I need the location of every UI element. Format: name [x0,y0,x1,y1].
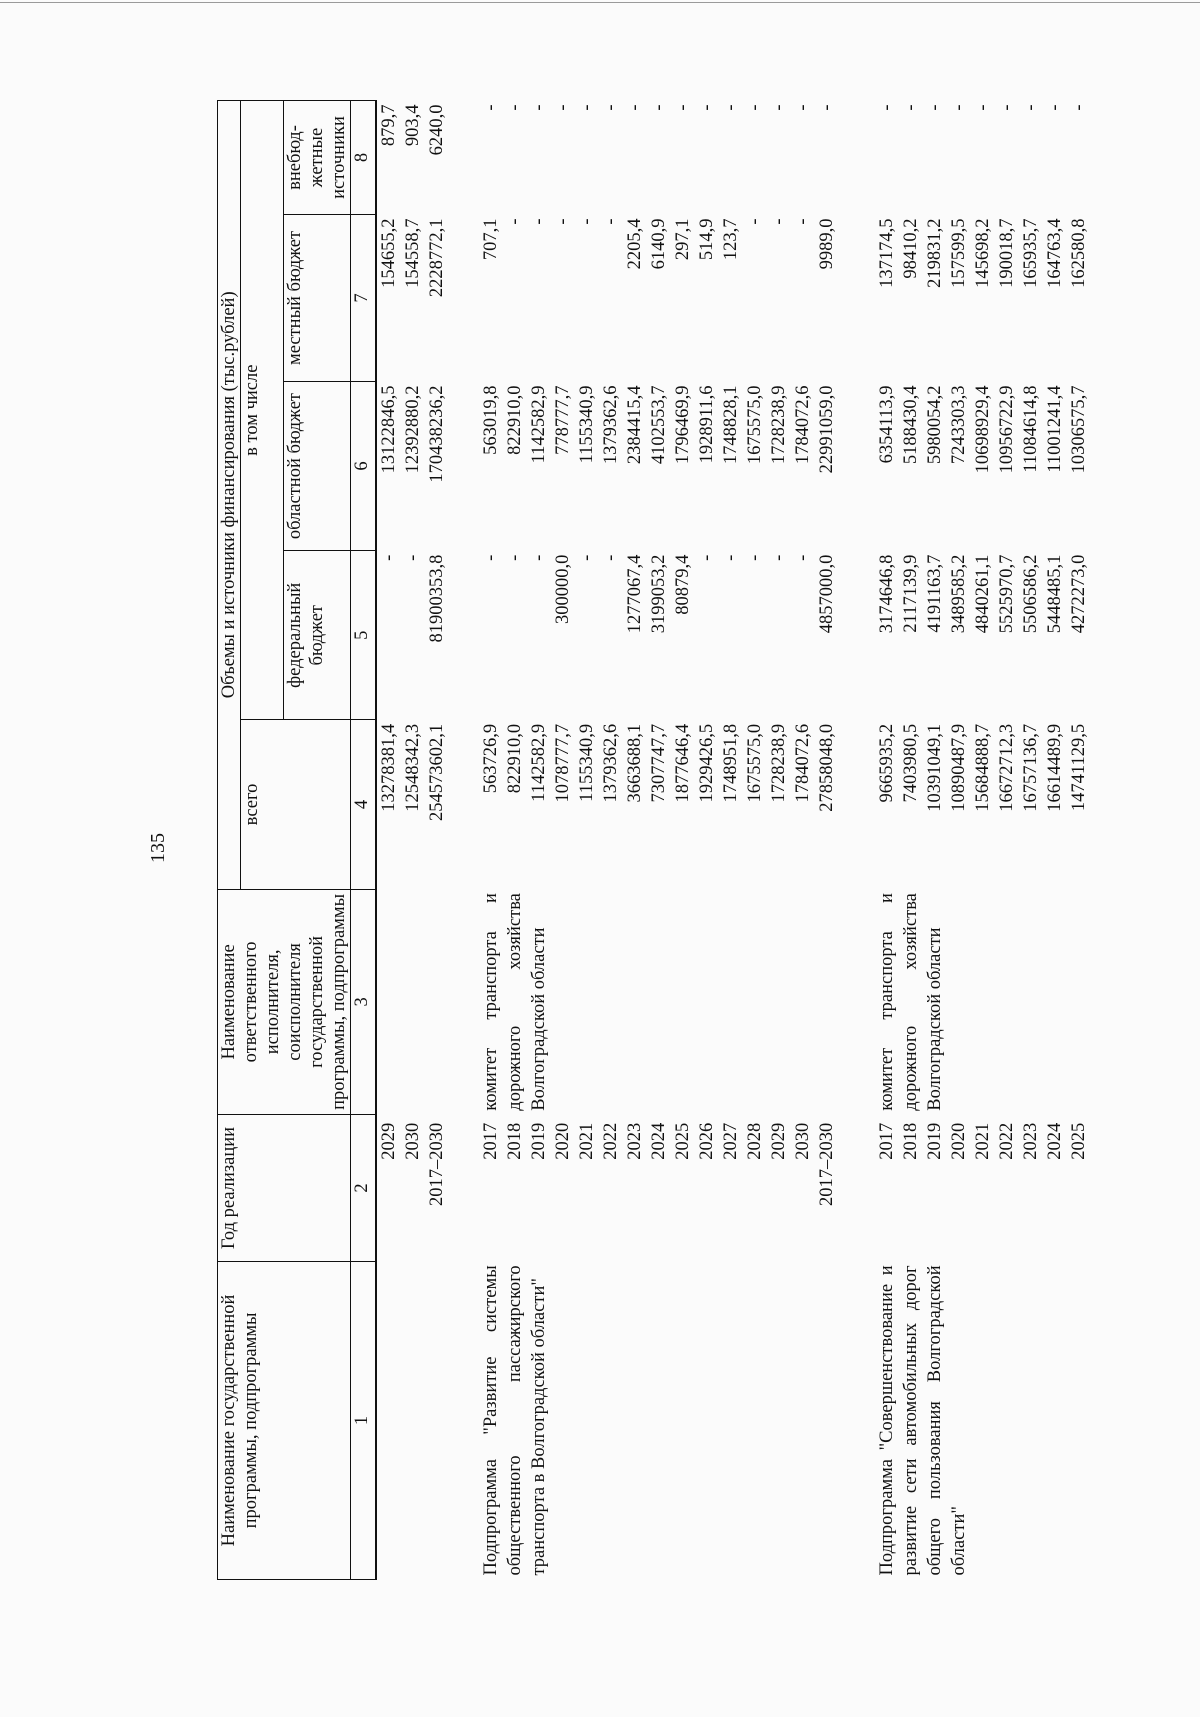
column-number: 1 [351,1261,377,1579]
extra-cell: 879,7 903,4 6240,0 [379,104,447,156]
column-number: 2 [351,1115,377,1262]
table-row-subprogram-roads [875,101,1091,1580]
header-including: в том числе [241,101,284,720]
total-cell: 563726,9 822910,0 1142582,9 1078777,7 1155340,9 1379362,6 3663688,1 7307747,7 1877646,4 1929426,5 1748951,8 1675575,0 1728238,9 1784072,6 27858048,0 [481,723,837,812]
years-cell: 2017 2018 2019 2020 2021 2022 2023 2024 2025 [877,1122,1089,1160]
header-year: Год реализации [218,1115,351,1262]
rotated-page [145,100,1145,1580]
regional-cell: 563019,8 822910,0 1142582,9 778777,7 1155340,9 1379362,6 2384415,4 4102553,7 1796469,9 1928911,6 1748828,1 1675575,0 1728238,9 1784072,6 22991059,0 [481,385,837,474]
federal-cell: 3174646,8 2117139,9 4191163,7 3489585,2 4840261,1 5525970,7 5506586,2 5448485,1 4272273,0 [877,554,1089,634]
total-cell: 13278381,4 12548342,3 254573602,1 [379,723,447,821]
header-federal: федеральный бюджет [284,551,351,720]
local-cell: 137174,5 98410,2 219831,2 157599,5 145698,2 190018,7 165935,7 164763,4 162580,8 [877,218,1089,288]
years-cell: 2017 2018 2019 2020 2021 2022 2023 2024 2025 2026 2027 2028 2029 2030 2017–2030 [481,1122,837,1206]
local-cell: 707,1 - - - - - 2205,4 6140,9 297,1 514,9 123,7 - - - 9989,0 [481,218,837,270]
column-number: 3 [351,889,377,1115]
regional-cell: 6354113,9 5188430,4 5980054,2 7243303,3 10698929,4 10956722,9 11084614,8 11001241,4 10306575,7 [877,385,1089,474]
header-program-name: Наименование государственной программы, подпрограммы [218,1261,351,1579]
header-extra: внебюд-жетные источники [284,101,351,215]
scan-edge-line [0,2,1200,3]
header-local: местный бюджет [284,214,351,381]
federal-cell: - - - 300000,0 - - 1277067,4 3199053,2 80879,4 - - - - - 4857000,0 [481,554,837,634]
header-executor: Наименование ответственного исполнителя, соисполнителя государственной программы, подпрограммы [218,889,351,1115]
column-number: 4 [351,720,377,889]
header-regional: областной бюджет [284,381,351,550]
table-row-subprogram-transport [479,101,839,1580]
years-cell: 2029 2030 2017–2030 [379,1122,447,1206]
subprogram-name: Подпрограмма "Развитие системы общественного пассажирского транспорта в Волгоградской области" [481,1265,549,1576]
total-cell: 9665935,2 7403980,5 10391049,1 10890487,9 15684888,7 16672712,3 16757136,7 16614489,9 14741129,5 [877,723,1089,812]
executor-name: комитет транспорта и дорожного хозяйства Волгоградской области [877,893,945,1111]
column-number: 6 [351,381,377,550]
regional-cell: 13122846,5 12392880,2 170438236,2 [379,385,447,483]
local-cell: 154655,2 154558,7 2228772,1 [379,218,447,298]
header-total: всего [241,720,351,889]
column-number: 7 [351,214,377,381]
extra-cell: - - - - - - - - - [877,104,1089,111]
extra-cell: - - - - - - - - - - - - - - - [481,104,837,111]
federal-cell: - - 81900353,8 [379,554,447,643]
executor-name: комитет транспорта и дорожного хозяйства Волгоградской области [481,893,549,1111]
table-row-program-totals [376,101,449,1580]
financing-table [217,100,1091,1580]
page-number: 135 [147,833,169,863]
header-funding: Объемы и источники финансирования (тыс.рублей) [218,101,241,890]
column-number: 8 [351,101,377,215]
subprogram-name: Подпрограмма "Совершенствование и развитие сети автомобильных дорог общего пользования Волгоградской области" [877,1265,969,1576]
column-number: 5 [351,551,377,720]
